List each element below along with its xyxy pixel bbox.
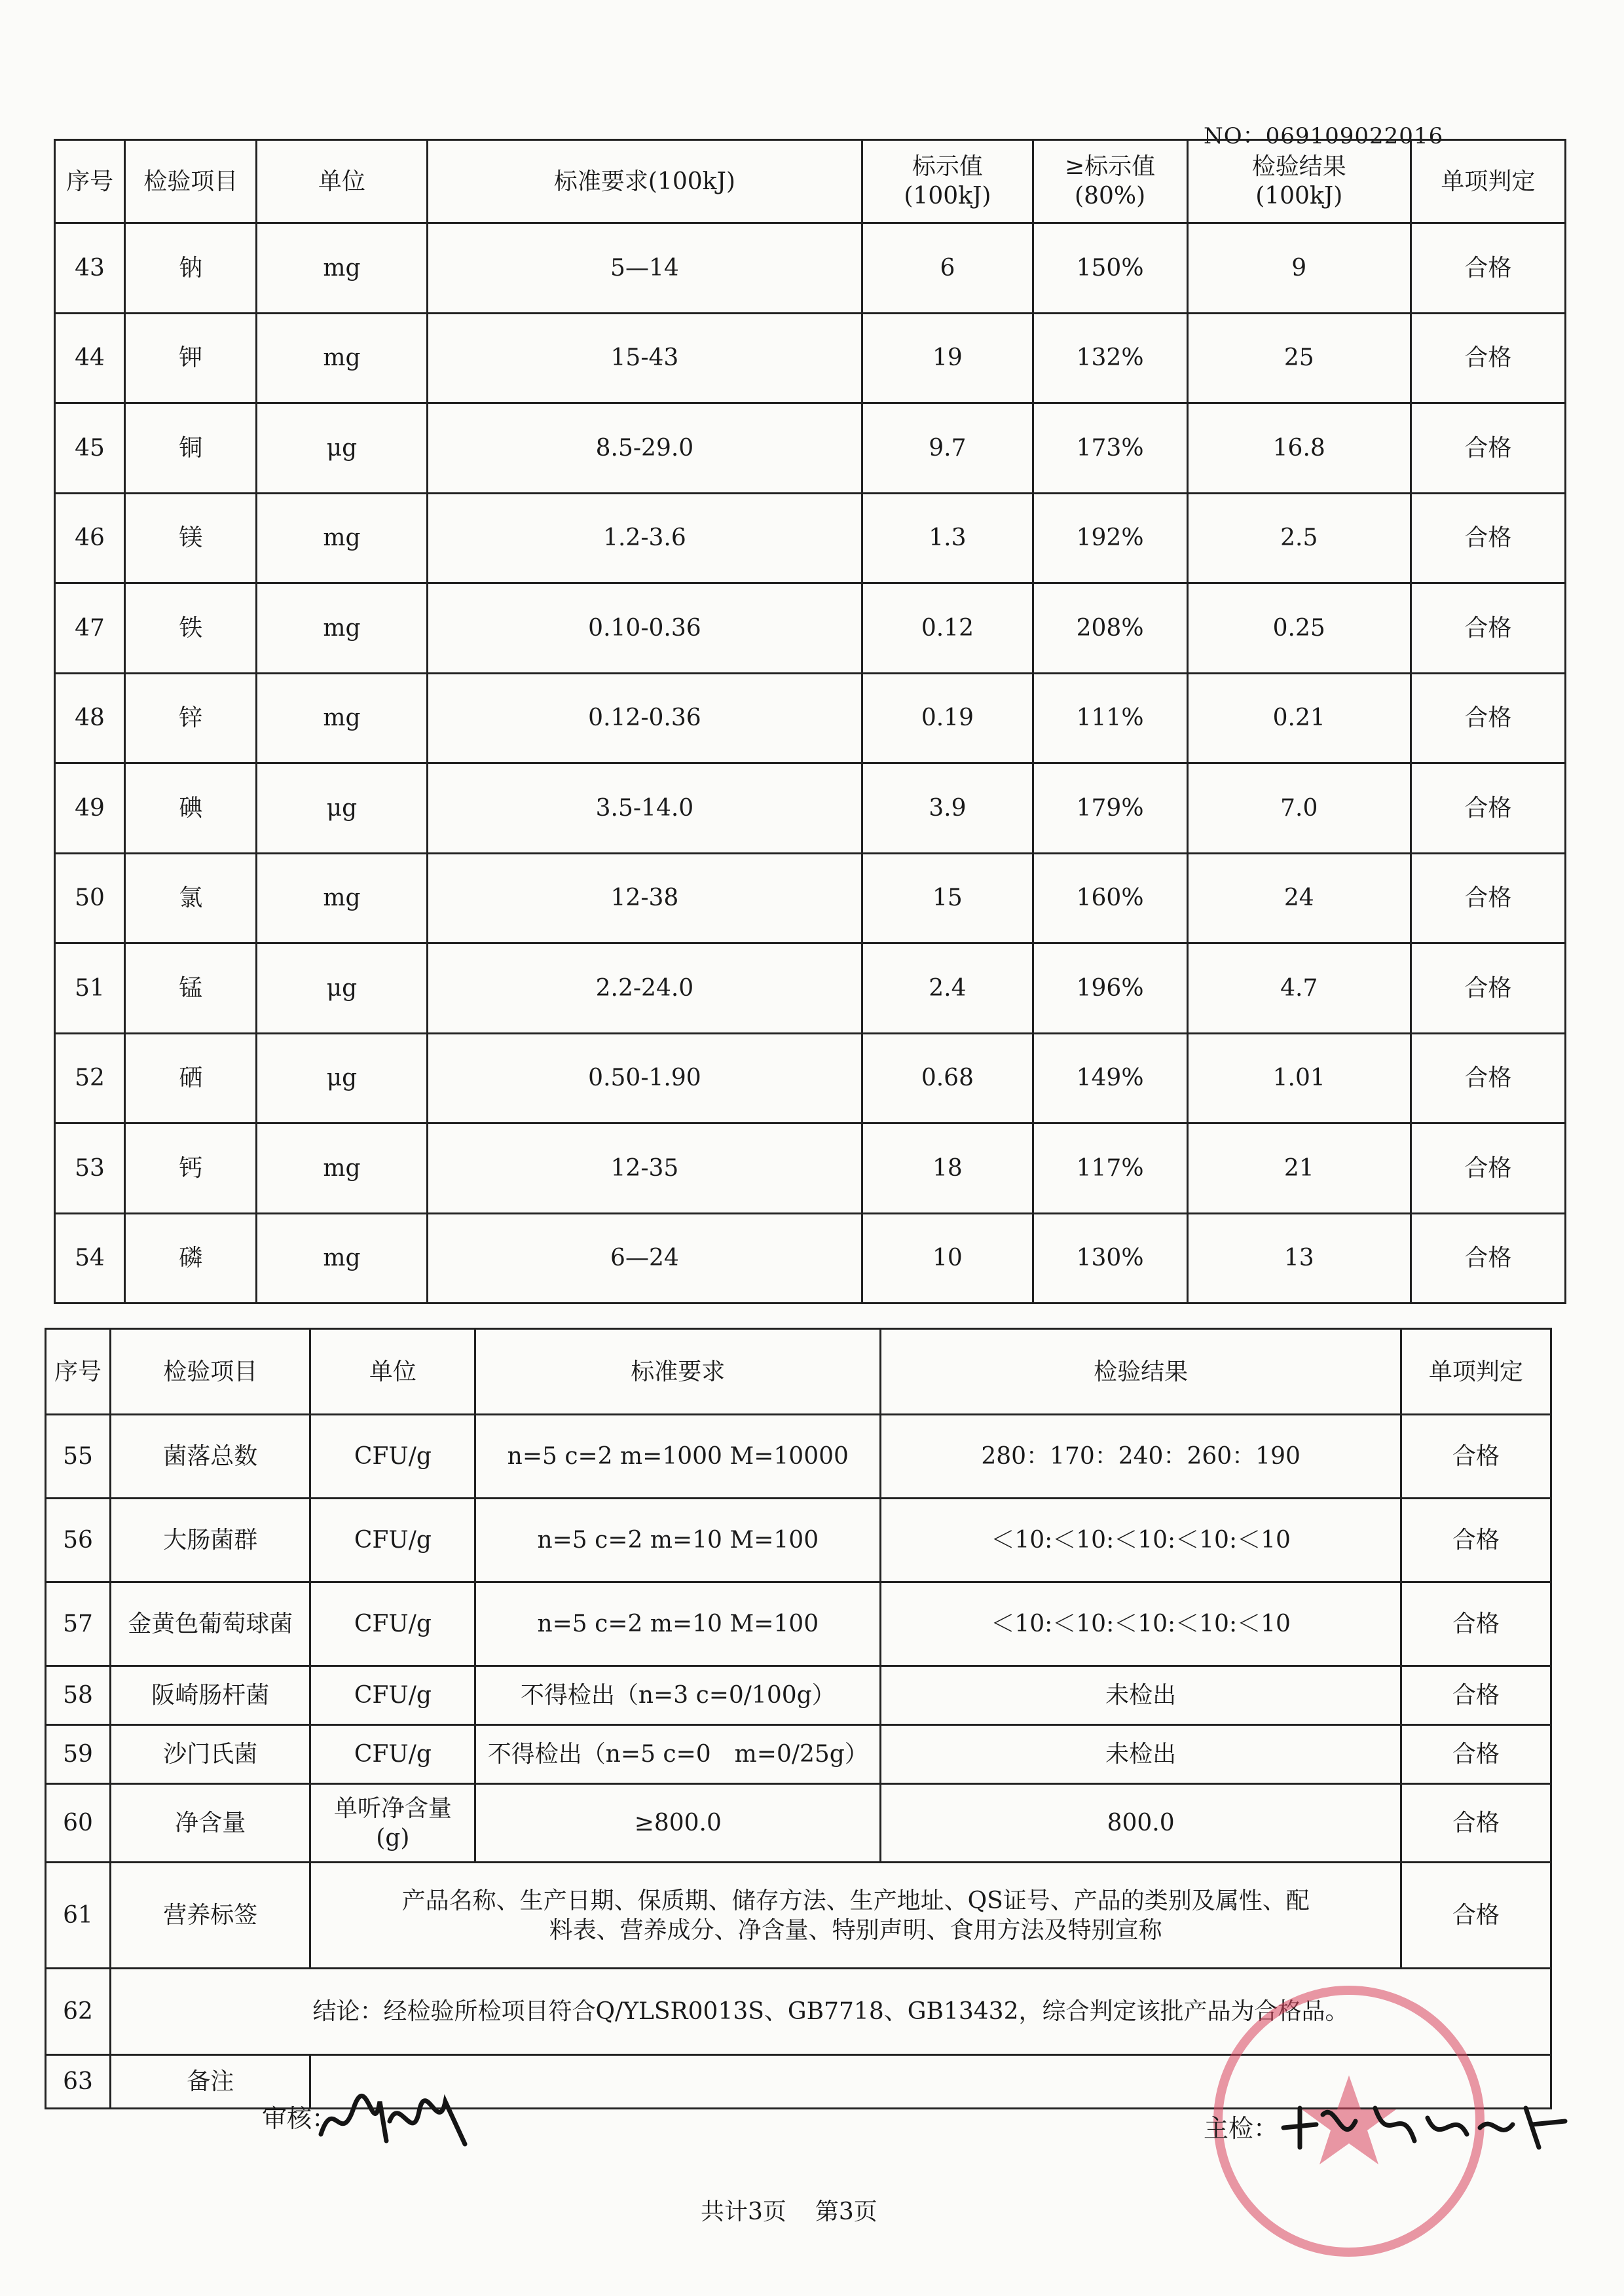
- cell-ratio: 192%: [1033, 493, 1187, 583]
- cell-unit: [310, 1784, 475, 1863]
- label-requirements-line2: 料表、营养成分、净含量、特别声明、食用方法及特别宣称: [549, 1916, 1162, 1944]
- page-count: [701, 2193, 906, 2227]
- table-row: [55, 673, 1566, 763]
- reviewer-signature-image: [314, 2082, 471, 2154]
- cell-verdict: 合格: [1411, 943, 1565, 1034]
- cell-seq: 45: [55, 403, 125, 494]
- cell-item: 硒: [125, 1033, 257, 1123]
- cell-standard: ≥800.0: [475, 1784, 881, 1863]
- inspector-section: [1204, 2108, 1278, 2144]
- cell-item: 大肠菌群: [111, 1499, 310, 1582]
- micro-table-body: [46, 1415, 1551, 1784]
- cell-verdict: 合格: [1411, 493, 1565, 583]
- cell-seq: 56: [46, 1499, 111, 1582]
- cell-verdict: 合格: [1411, 1033, 1565, 1123]
- cell-seq: 49: [55, 763, 125, 854]
- table-row: [46, 1499, 1551, 1582]
- header-result-line2: (100kJ): [1255, 183, 1343, 210]
- cell-ratio: 160%: [1033, 853, 1187, 943]
- table-row: [55, 223, 1566, 314]
- cell-result: 16.8: [1187, 403, 1411, 494]
- cell-result: 24: [1187, 853, 1411, 943]
- cell-unit: mg: [257, 583, 427, 674]
- cell-label-value: 9.7: [862, 403, 1033, 494]
- cell-item: 氯: [125, 853, 257, 943]
- cell-label-requirements: [310, 1863, 1401, 1969]
- cell-verdict: 合格: [1411, 1213, 1565, 1303]
- table-row: [55, 1123, 1566, 1214]
- cell-verdict: 合格: [1401, 1499, 1551, 1582]
- cell-unit: CFU/g: [310, 1725, 475, 1784]
- cell-ratio: 111%: [1033, 673, 1187, 763]
- table-row: [55, 493, 1566, 583]
- nutrient-table-body: [55, 223, 1566, 1303]
- header-result: [1187, 140, 1411, 223]
- cell-seq: 55: [46, 1415, 111, 1499]
- cell-seq: 59: [46, 1725, 111, 1784]
- cell-unit: CFU/g: [310, 1582, 475, 1666]
- cell-result: 9: [1187, 223, 1411, 314]
- cell-verdict: 合格: [1411, 313, 1565, 403]
- cell-result: 未检出: [881, 1725, 1401, 1784]
- cell-seq: 46: [55, 493, 125, 583]
- cell-item: 碘: [125, 763, 257, 854]
- cell-label-value: 3.9: [862, 763, 1033, 854]
- micro-header-unit: 单位: [310, 1329, 475, 1415]
- cell-standard: 3.5-14.0: [427, 763, 862, 854]
- reviewer-label: 审核：: [262, 2104, 337, 2133]
- cell-label-value: 1.3: [862, 493, 1033, 583]
- cell-standard: 12-38: [427, 853, 862, 943]
- cell-verdict: 合格: [1401, 1666, 1551, 1725]
- cell-item: 净含量: [111, 1784, 310, 1863]
- header-result-line1: 检验结果: [1251, 153, 1346, 180]
- cell-result: 7.0: [1187, 763, 1411, 854]
- cell-ratio: 208%: [1033, 583, 1187, 674]
- label-requirements-line1: 产品名称、生产日期、保质期、储存方法、生产地址、QS证号、产品的类别及属性、配: [401, 1887, 1310, 1914]
- cell-ratio: 179%: [1033, 763, 1187, 854]
- cell-unit-line2: (g): [376, 1824, 410, 1851]
- cell-result: ＜10:＜10:＜10:＜10:＜10: [881, 1499, 1401, 1582]
- table-row-nutrition-label: [46, 1863, 1551, 1969]
- table-row-net-content: [46, 1784, 1551, 1863]
- cell-standard: 8.5-29.0: [427, 403, 862, 494]
- cell-item: 铜: [125, 403, 257, 494]
- table-row: [55, 583, 1566, 674]
- nutrient-table-header: [55, 140, 1566, 223]
- cell-verdict: 合格: [1401, 1725, 1551, 1784]
- cell-label-value: 19: [862, 313, 1033, 403]
- cell-verdict: 合格: [1401, 1415, 1551, 1499]
- header-label-value: [862, 140, 1033, 223]
- header-unit: 单位: [257, 140, 427, 223]
- cell-verdict: 合格: [1411, 223, 1565, 314]
- cell-seq: 44: [55, 313, 125, 403]
- cell-standard: 0.10-0.36: [427, 583, 862, 674]
- cell-result: 2.5: [1187, 493, 1411, 583]
- micro-header-result: 检验结果: [881, 1329, 1401, 1415]
- cell-result: 未检出: [881, 1666, 1401, 1725]
- cell-seq: 61: [46, 1863, 111, 1969]
- cell-label-value: 2.4: [862, 943, 1033, 1034]
- nutrient-table: [54, 139, 1566, 1304]
- cell-item: 钾: [125, 313, 257, 403]
- cell-unit: mg: [257, 853, 427, 943]
- table-row: [55, 403, 1566, 494]
- cell-seq: 43: [55, 223, 125, 314]
- header-label-value-line2: (100kJ): [904, 183, 991, 210]
- table-row: [46, 1582, 1551, 1666]
- header-ge-label: [1033, 140, 1187, 223]
- cell-label-value: 0.68: [862, 1033, 1033, 1123]
- micro-header-seq: 序号: [46, 1329, 111, 1415]
- inspector-label: 主检：: [1204, 2114, 1279, 2143]
- cell-standard: n=5 c=2 m=10 M=100: [475, 1582, 881, 1666]
- cell-verdict: 合格: [1411, 583, 1565, 674]
- table-row: [55, 763, 1566, 854]
- cell-verdict: 合格: [1411, 853, 1565, 943]
- cell-standard: 不得检出（n=3 c=0/100g）: [475, 1666, 881, 1725]
- cell-unit: mg: [257, 493, 427, 583]
- cell-unit: mg: [257, 1213, 427, 1303]
- cell-label-value: 15: [862, 853, 1033, 943]
- cell-unit: mg: [257, 223, 427, 314]
- cell-seq: 53: [55, 1123, 125, 1214]
- cell-result: ＜10:＜10:＜10:＜10:＜10: [881, 1582, 1401, 1666]
- cell-unit: CFU/g: [310, 1415, 475, 1499]
- cell-label-value: 6: [862, 223, 1033, 314]
- cell-result: 0.21: [1187, 673, 1411, 763]
- cell-standard: 0.12-0.36: [427, 673, 862, 763]
- cell-ratio: 173%: [1033, 403, 1187, 494]
- cell-seq: 47: [55, 583, 125, 674]
- cell-result: 0.25: [1187, 583, 1411, 674]
- cell-ratio: 196%: [1033, 943, 1187, 1034]
- cell-label-value: 18: [862, 1123, 1033, 1214]
- cell-ratio: 150%: [1033, 223, 1187, 314]
- remarks-label: 备注: [111, 2055, 310, 2109]
- inspector-signature-image: [1277, 2088, 1572, 2160]
- cell-item: 锰: [125, 943, 257, 1034]
- cell-result: 800.0: [881, 1784, 1401, 1863]
- micro-header-standard: 标准要求: [475, 1329, 881, 1415]
- cell-seq: 57: [46, 1582, 111, 1666]
- table-row: [55, 1213, 1566, 1303]
- table-row: [55, 1033, 1566, 1123]
- cell-item: 阪崎肠杆菌: [111, 1666, 310, 1725]
- header-standard: 标准要求(100kJ): [427, 140, 862, 223]
- cell-seq: 62: [46, 1969, 111, 2055]
- table-row: [46, 1725, 1551, 1784]
- cell-unit: mg: [257, 1123, 427, 1214]
- cell-label-value: 0.19: [862, 673, 1033, 763]
- micro-header-verdict: 单项判定: [1401, 1329, 1551, 1415]
- table-row: [55, 313, 1566, 403]
- cell-item: 沙门氏菌: [111, 1725, 310, 1784]
- page-total: 共计3页: [701, 2198, 786, 2225]
- cell-verdict: 合格: [1401, 1863, 1551, 1969]
- micro-header-item: 检验项目: [111, 1329, 310, 1415]
- cell-seq: 58: [46, 1666, 111, 1725]
- header-ge-label-line2: (80%): [1075, 183, 1146, 210]
- report-number: NO：069109022016: [1204, 123, 1444, 149]
- cell-unit: CFU/g: [310, 1499, 475, 1582]
- table-row: [55, 853, 1566, 943]
- cell-label-value: 10: [862, 1213, 1033, 1303]
- cell-seq: 50: [55, 853, 125, 943]
- cell-verdict: 合格: [1401, 1582, 1551, 1666]
- cell-result: 4.7: [1187, 943, 1411, 1034]
- cell-unit: mg: [257, 673, 427, 763]
- conclusion-text: 结论：经检验所检项目符合Q/YLSR0013S、GB7718、GB13432，综合判定该批产品为合格品。: [111, 1969, 1551, 2055]
- cell-verdict: 合格: [1411, 1123, 1565, 1214]
- cell-verdict: 合格: [1401, 1784, 1551, 1863]
- cell-standard: 1.2-3.6: [427, 493, 862, 583]
- cell-item: 营养标签: [111, 1863, 310, 1969]
- cell-ratio: 117%: [1033, 1123, 1187, 1214]
- cell-result: 21: [1187, 1123, 1411, 1214]
- micro-table-header: [46, 1329, 1551, 1415]
- cell-verdict: 合格: [1411, 673, 1565, 763]
- cell-verdict: 合格: [1411, 763, 1565, 854]
- cell-item: 镁: [125, 493, 257, 583]
- header-ge-label-line1: ≥标示值: [1065, 153, 1156, 180]
- cell-standard: 12-35: [427, 1123, 862, 1214]
- cell-item: 菌落总数: [111, 1415, 310, 1499]
- cell-standard: n=5 c=2 m=1000 M=10000: [475, 1415, 881, 1499]
- cell-unit: mg: [257, 313, 427, 403]
- cell-unit: CFU/g: [310, 1666, 475, 1725]
- cell-seq: 52: [55, 1033, 125, 1123]
- cell-result: 25: [1187, 313, 1411, 403]
- cell-item: 磷: [125, 1213, 257, 1303]
- cell-result: 280：170：240：260：190: [881, 1415, 1401, 1499]
- cell-standard: n=5 c=2 m=10 M=100: [475, 1499, 881, 1582]
- cell-unit: μg: [257, 403, 427, 494]
- cell-standard: 0.50-1.90: [427, 1033, 862, 1123]
- cell-seq: 51: [55, 943, 125, 1034]
- cell-result: 1.01: [1187, 1033, 1411, 1123]
- table-row: [55, 943, 1566, 1034]
- cell-verdict: 合格: [1411, 403, 1565, 494]
- cell-ratio: 149%: [1033, 1033, 1187, 1123]
- cell-item: 钠: [125, 223, 257, 314]
- page-current: 第3页: [815, 2198, 877, 2225]
- cell-item: 钙: [125, 1123, 257, 1214]
- cell-standard: 2.2-24.0: [427, 943, 862, 1034]
- cell-seq: 63: [46, 2055, 111, 2109]
- cell-ratio: 132%: [1033, 313, 1187, 403]
- table-row: [46, 1415, 1551, 1499]
- cell-item: 金黄色葡萄球菌: [111, 1582, 310, 1666]
- cell-seq: 54: [55, 1213, 125, 1303]
- header-item: 检验项目: [125, 140, 257, 223]
- header-verdict: 单项判定: [1411, 140, 1565, 223]
- cell-item: 铁: [125, 583, 257, 674]
- cell-result: 13: [1187, 1213, 1411, 1303]
- cell-standard: 15-43: [427, 313, 862, 403]
- cell-seq: 60: [46, 1784, 111, 1863]
- cell-standard: 5—14: [427, 223, 862, 314]
- cell-unit-line1: 单听净含量: [333, 1795, 452, 1822]
- cell-ratio: 130%: [1033, 1213, 1187, 1303]
- cell-unit: μg: [257, 763, 427, 854]
- header-label-value-line1: 标示值: [912, 153, 983, 180]
- cell-item: 锌: [125, 673, 257, 763]
- cell-standard: 6—24: [427, 1213, 862, 1303]
- cell-seq: 48: [55, 673, 125, 763]
- cell-unit: μg: [257, 943, 427, 1034]
- cell-unit: μg: [257, 1033, 427, 1123]
- cell-standard: 不得检出（n=5 c=0 m=0/25g）: [475, 1725, 881, 1784]
- header-seq: 序号: [55, 140, 125, 223]
- cell-label-value: 0.12: [862, 583, 1033, 674]
- table-row: [46, 1666, 1551, 1725]
